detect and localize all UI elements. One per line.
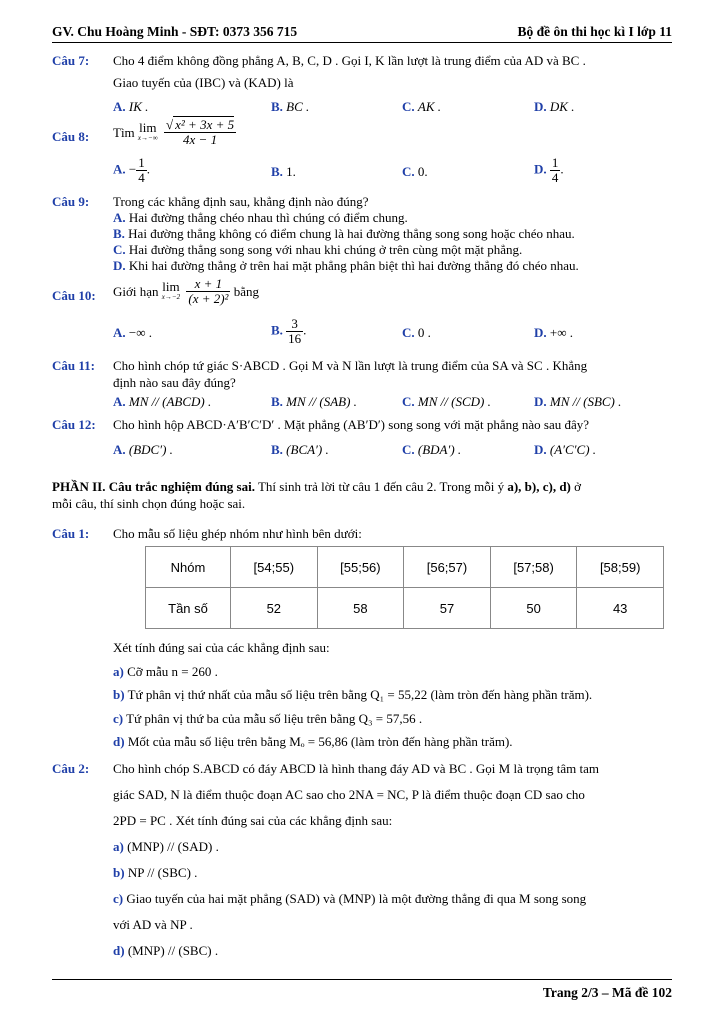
answer-options [113, 317, 672, 351]
question-number: Câu 9: [52, 194, 90, 209]
statements-intro: Xét tính đúng sai của các khẳng định sau: [113, 640, 330, 655]
answer-options [113, 156, 672, 190]
statement-d[interactable]: d) Mốt của mẫu số liệu trên bằng Mₒ = 56,86 (làm tròn đến hàng phần trăm). [113, 734, 513, 749]
option-b[interactable]: B. (BCA′) . [271, 442, 329, 457]
table-row [146, 588, 664, 629]
option-c[interactable]: C. 0 . [402, 325, 431, 340]
option-c[interactable]: C. (BDA′) . [402, 442, 462, 457]
part-2-instructions: mỗi câu, thí sinh chọn đúng hoặc sai. [52, 496, 246, 511]
page-footer: Trang 2/3 – Mã đề 102 [542, 985, 672, 1000]
question-stem: Cho mẫu số liệu ghép nhóm như hình bên dưới: [113, 526, 362, 541]
statement-c[interactable]: c) Tứ phân vị thứ ba của mẫu số liệu trên bằng Q₃ = 57,56 . [113, 710, 423, 726]
option-d[interactable]: D. MN // (SBC) . [534, 394, 622, 409]
option-c[interactable]: C. MN // (SCD) . [402, 394, 491, 409]
question-number: Câu 11: [52, 358, 95, 373]
question-stem: Trong các khẳng định sau, khẳng định nào đúng? [113, 194, 369, 209]
statement-c[interactable]: c) Giao tuyến của hai mặt phẳng (SAD) và (MNP) là một đường thẳng đi qua M song song [113, 891, 587, 906]
table-cell: [54;55) [231, 547, 318, 588]
option-b[interactable]: B. BC . [271, 99, 310, 114]
limit-operator: lim x→−2 [161, 278, 181, 301]
question-number: Câu 12: [52, 417, 96, 432]
question-9 [52, 194, 672, 274]
question-number: Câu 7: [52, 53, 90, 68]
question-stem: Cho hình chóp tứ giác S·ABCD . Gọi M và N lần lượt là trung điểm của SA và SC . Khẳng [113, 358, 588, 373]
question-10 [52, 277, 672, 351]
part2-question-1-statements [52, 636, 672, 754]
question-number: Câu 10: [52, 288, 96, 303]
question-stem-line2: Giao tuyến của (IBC) và (KAD) là [113, 75, 294, 90]
question-8 [52, 118, 672, 190]
part2-question-1 [52, 525, 672, 542]
part-2-title: PHẦN II. Câu trắc nghiệm đúng sai. [52, 479, 255, 494]
option-b[interactable]: B. MN // (SAB) . [271, 394, 357, 409]
option-b[interactable]: B. Hai đường thẳng không có điểm chung là hai đường thẳng song song hoặc chéo nhau. [113, 226, 575, 241]
grouped-data-table [145, 546, 664, 629]
option-d[interactable]: D. $\frac{1}{4}$ . [534, 155, 564, 185]
question-7 [52, 52, 672, 117]
table-cell: [57;58) [490, 547, 577, 588]
statement-c-line2: với AD và NP . [113, 917, 193, 932]
option-a[interactable]: A. Hai đường thẳng chéo nhau thì chúng có điểm chung. [113, 210, 408, 225]
question-number: Câu 2: [52, 761, 90, 776]
question-stem: Tìm lim x→−∞ $\frac{\text{√ x² + 3x + 5}}{4x - 1}$ [113, 117, 235, 147]
option-a[interactable]: A. −∞ . [113, 325, 152, 340]
table-cell: 52 [231, 588, 318, 629]
limit-operator: lim x→−∞ [137, 119, 158, 142]
option-d[interactable]: D. +∞ . [534, 325, 573, 340]
header-author: GV. Chu Hoàng Minh - SĐT: 0373 356 715 [52, 24, 298, 39]
limit-expression: $\frac{\text{√ x² + 3x + 5}}{4x - 1}$ [166, 117, 235, 147]
question-stem-line2: giác SAD, N là điểm thuộc đoạn AC sao cho 2NA = NC, P là điểm thuộc đoạn CD sao cho [113, 787, 585, 802]
table-header-frequency: Tần số [146, 588, 231, 629]
option-c[interactable]: C. Hai đường thẳng song song với nhau khi chúng ở trên cùng một mặt phẳng. [113, 242, 523, 257]
part-2-heading: PHẦN II. Câu trắc nghiệm đúng sai. Thí sinh trả lời từ câu 1 đến câu 2. Trong mỗi ý a), b), c), d) ở mỗi câu, thí sinh chọn đúng hoặc sai. [52, 478, 672, 512]
question-number: Câu 1: [52, 526, 90, 541]
table-cell: 57 [404, 588, 491, 629]
table-cell: [58;59) [577, 547, 664, 588]
option-b[interactable]: B. 1. [271, 164, 296, 179]
option-d[interactable]: D. DK . [534, 99, 575, 114]
question-stem: Cho hình chóp S.ABCD có đáy ABCD là hình thang đáy AD và BC . Gọi M là trọng tâm tam [113, 761, 600, 776]
table-cell: [56;57) [404, 547, 491, 588]
statement-a[interactable]: a) (MNP) // (SAD) . [113, 839, 219, 854]
option-a[interactable]: A. − $\frac{1}{4}$ . [113, 155, 150, 185]
question-stem-line2: định nào sau đây đúng? [113, 375, 236, 390]
answer-options [113, 393, 672, 412]
table-cell: [55;56) [317, 547, 404, 588]
answer-options [113, 441, 672, 460]
option-b[interactable]: B. $\frac{3}{16}$ . [271, 316, 307, 346]
option-c[interactable]: C. 0. [402, 164, 428, 179]
option-d[interactable]: D. Khi hai đường thẳng ở trên hai mặt phẳng phân biệt thì hai đường thẳng đó chéo nhau. [113, 258, 579, 273]
question-stem-line3: 2PD = PC . Xét tính đúng sai của các khẳng định sau: [113, 813, 393, 828]
table-row [146, 547, 664, 588]
option-a[interactable]: A. MN // (ABCD) . [113, 394, 212, 409]
option-a[interactable]: A. IK . [113, 99, 149, 114]
option-d[interactable]: D. (A′C′C) . [534, 442, 597, 457]
option-a[interactable]: A. (BDC′) . [113, 442, 173, 457]
limit-expression: $\frac{x + 1}{\text{(x + 2)²}}$ [188, 276, 229, 306]
question-12 [52, 416, 672, 460]
question-number: Câu 8: [52, 129, 90, 144]
answer-options [113, 98, 672, 117]
question-stem: Cho hình hộp ABCD·A′B′C′D′ . Mặt phẳng (AB′D′) song song với mặt phẳng nào sau đây? [113, 417, 590, 432]
table-cell: 58 [317, 588, 404, 629]
table-cell: 50 [490, 588, 577, 629]
question-stem: Cho 4 điểm không đồng phẳng A, B, C, D . Gọi I, K lần lượt là trung điểm của AD và BC . [113, 53, 586, 68]
header-title: Bộ đề ôn thi học kì I lớp 11 [517, 24, 672, 39]
footer-divider [52, 979, 672, 980]
statement-b[interactable]: b) NP // (SBC) . [113, 865, 198, 880]
question-stem: Giới hạn lim x→−2 $\frac{x + 1}{\text{(x + 2)²}}$ bằng [113, 276, 259, 306]
statement-b[interactable]: b) Tứ phân vị thứ nhất của mẫu số liệu trên bằng Q₁ = 55,22 (làm tròn đến hàng phần trăm). [113, 687, 593, 702]
statement-d[interactable]: d) (MNP) // (SBC) . [113, 943, 219, 958]
question-11 [52, 357, 672, 412]
page-header [52, 22, 672, 43]
part2-question-2 [52, 756, 672, 964]
table-cell: 43 [577, 588, 664, 629]
option-c[interactable]: C. AK . [402, 99, 442, 114]
statement-a[interactable]: a) Cỡ mẫu n = 260 . [113, 663, 218, 679]
table-header-group: Nhóm [146, 547, 231, 588]
